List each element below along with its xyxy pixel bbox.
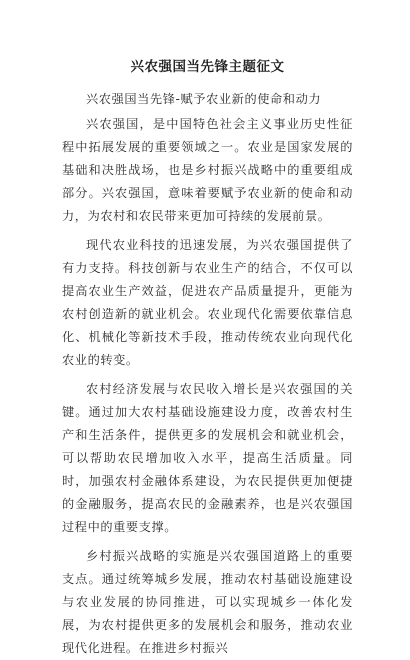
paragraph-rural-economy: 农村经济发展与农民收入增长是兴农强国的关键。通过加大农村基础设施建设力度，改善农村生产和生活条件，提供更多的发展机会和就业机会，可以帮助农民增加收入水平，提高生活质量。同时，加强农村金融体系建设，为农民提供更加便捷的金融服务，提高农民的金融素养，也是兴农强国过程中的重要支撑。 [62,382,353,534]
document-subtitle: 兴农强国当先锋-赋予农业新的使命和动力 [86,92,322,106]
document-title: 兴农强国当先锋主题征文 [130,59,285,75]
paragraph-rural-revitalization: 乡村振兴战略的实施是兴农强国道路上的重要支点。通过统筹城乡发展，推动农村基础设施建设与农业发展的协同推进，可以实现城乡一体化发展，为农村提供更多的发展机会和服务，推动农业现代化进程。在推进乡村振兴 [62,549,353,655]
paragraph-intro: 兴农强国，是中国特色社会主义事业历史性征程中拓展发展的重要领域之一。农业是国家发展的基础和决胜战场，也是乡村振兴战略中的重要组成部分。兴农强国，意味着要赋予农业新的使命和动力，为农村和农民带来更加可持续的发展前景。 [62,117,353,223]
paragraph-technology: 现代农业科技的迅速发展，为兴农强国提供了有力支持。科技创新与农业生产的结合，不仅可以提高农业生产效益，促进农产品质量提升，更能为农村创造新的就业机会。农业现代化需要依靠信息化、机械化等新技术手段，推动传统农业向现代化农业的转变。 [62,238,353,367]
